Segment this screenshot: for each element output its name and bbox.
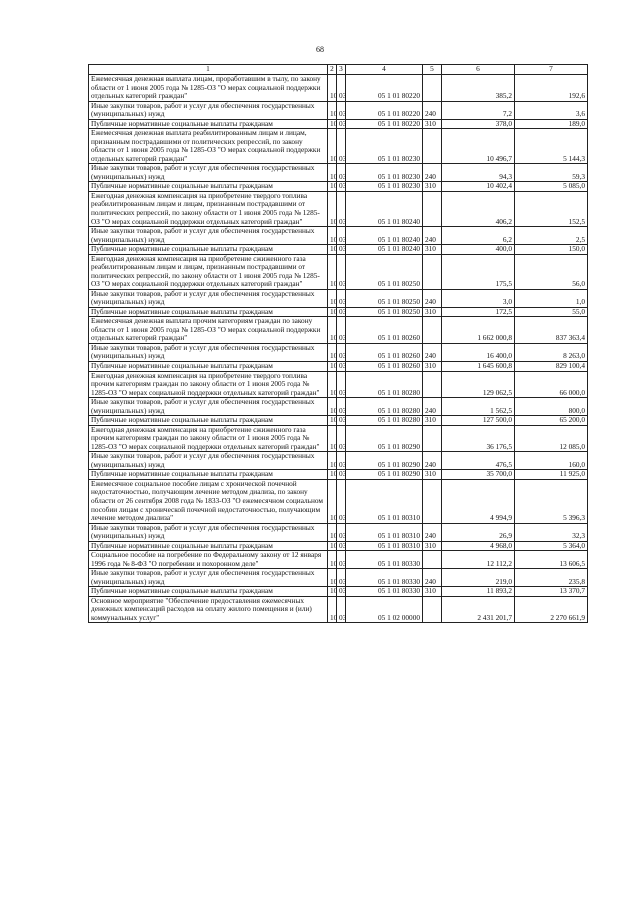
section-cell: 10 bbox=[328, 191, 337, 226]
amount-year1-cell: 4 994,9 bbox=[442, 479, 515, 523]
table-header-row bbox=[89, 65, 588, 75]
target-article-cell: 05 1 01 80260 bbox=[346, 317, 423, 344]
expense-type-cell bbox=[423, 129, 442, 164]
row-name-cell: Иные закупки товаров, работ и услуг для обеспечения государственных (муниципальных) нужд bbox=[89, 452, 328, 470]
target-article-cell: 05 1 01 80220 bbox=[346, 75, 423, 102]
subsection-cell: 03 bbox=[337, 317, 346, 344]
target-article-cell: 05 1 01 80240 bbox=[346, 227, 423, 245]
target-article-cell: 05 1 01 80260 bbox=[346, 362, 423, 372]
section-cell: 10 bbox=[328, 596, 337, 623]
amount-year2-cell: 2 270 661,9 bbox=[515, 596, 588, 623]
expense-type-cell: 310 bbox=[423, 245, 442, 255]
row-name-cell: Публичные нормативные социальные выплаты гражданам bbox=[89, 362, 328, 372]
expense-type-cell bbox=[423, 596, 442, 623]
target-article-cell: 05 1 01 80290 bbox=[346, 470, 423, 480]
row-name-cell: Основное мероприятие "Обеспечение предоставления ежемесячных денежных компенсаций расходов на оплату жилого помещения и (или) коммунальных услуг" bbox=[89, 596, 328, 623]
section-cell: 10 bbox=[328, 101, 337, 119]
amount-year2-cell: 3,6 bbox=[515, 101, 588, 119]
row-name-cell: Иные закупки товаров, работ и услуг для обеспечения государственных (муниципальных) нужд bbox=[89, 101, 328, 119]
expense-type-cell bbox=[423, 371, 442, 398]
expense-type-cell: 240 bbox=[423, 227, 442, 245]
subsection-cell: 03 bbox=[337, 541, 346, 551]
target-article-cell: 05 1 01 80310 bbox=[346, 523, 423, 541]
expense-type-cell: 240 bbox=[423, 164, 442, 182]
column-header: 1 bbox=[89, 65, 328, 75]
row-name-cell: Ежегодная денежная компенсация на приобретение твердого топлива реабилитированным лицам и лицам, признанным пострадавшими от политических репрессий, по закону области от 1 июня 2005 года № 1285-ОЗ "О мерах социальной поддержки отдельных категорий граждан" bbox=[89, 191, 328, 226]
row-name-cell: Иные закупки товаров, работ и услуг для обеспечения государственных (муниципальных) нужд bbox=[89, 227, 328, 245]
target-article-cell: 05 1 01 80220 bbox=[346, 101, 423, 119]
section-cell: 10 bbox=[328, 227, 337, 245]
section-cell: 10 bbox=[328, 425, 337, 452]
row-name-cell: Публичные нормативные социальные выплаты гражданам bbox=[89, 245, 328, 255]
section-cell: 10 bbox=[328, 523, 337, 541]
amount-year2-cell: 235,8 bbox=[515, 569, 588, 587]
expense-type-cell: 240 bbox=[423, 452, 442, 470]
section-cell: 10 bbox=[328, 343, 337, 361]
amount-year2-cell: 5 364,0 bbox=[515, 541, 588, 551]
amount-year1-cell: 219,0 bbox=[442, 569, 515, 587]
amount-year1-cell: 172,5 bbox=[442, 307, 515, 317]
target-article-cell: 05 1 01 80310 bbox=[346, 479, 423, 523]
row-name-cell: Иные закупки товаров, работ и услуг для обеспечения государственных (муниципальных) нужд bbox=[89, 289, 328, 307]
expense-type-cell: 310 bbox=[423, 182, 442, 192]
amount-year2-cell: 8 263,0 bbox=[515, 343, 588, 361]
table-row bbox=[89, 425, 588, 452]
row-name-cell: Иные закупки товаров, работ и услуг для обеспечения государственных (муниципальных) нужд bbox=[89, 398, 328, 416]
row-name-cell: Иные закупки товаров, работ и услуг для обеспечения государственных (муниципальных) нужд bbox=[89, 343, 328, 361]
table-row bbox=[89, 452, 588, 470]
expense-type-cell: 240 bbox=[423, 101, 442, 119]
table-row bbox=[89, 164, 588, 182]
section-cell: 10 bbox=[328, 452, 337, 470]
row-name-cell: Публичные нормативные социальные выплаты гражданам bbox=[89, 416, 328, 426]
amount-year1-cell: 400,0 bbox=[442, 245, 515, 255]
table-row bbox=[89, 596, 588, 623]
amount-year1-cell: 1 645 600,8 bbox=[442, 362, 515, 372]
expense-type-cell bbox=[423, 425, 442, 452]
target-article-cell: 05 1 01 80240 bbox=[346, 191, 423, 226]
subsection-cell: 03 bbox=[337, 164, 346, 182]
amount-year2-cell: 837 363,4 bbox=[515, 317, 588, 344]
row-name-cell: Иные закупки товаров, работ и услуг для обеспечения государственных (муниципальных) нужд bbox=[89, 569, 328, 587]
table-row bbox=[89, 129, 588, 164]
amount-year2-cell: 189,0 bbox=[515, 119, 588, 129]
subsection-cell: 03 bbox=[337, 362, 346, 372]
subsection-cell: 03 bbox=[337, 596, 346, 623]
table-row bbox=[89, 75, 588, 102]
subsection-cell: 03 bbox=[337, 452, 346, 470]
row-name-cell: Ежемесячная денежная выплата прочим категориям граждан по закону области от 1 июня 2005 года № 1285-ОЗ "О мерах социальной поддержки отдельных категорий граждан" bbox=[89, 317, 328, 344]
row-name-cell: Публичные нормативные социальные выплаты гражданам bbox=[89, 470, 328, 480]
amount-year2-cell: 55,0 bbox=[515, 307, 588, 317]
amount-year1-cell: 2 431 201,7 bbox=[442, 596, 515, 623]
amount-year1-cell: 12 112,2 bbox=[442, 551, 515, 569]
expense-type-cell: 310 bbox=[423, 587, 442, 597]
amount-year1-cell: 1 562,5 bbox=[442, 398, 515, 416]
amount-year1-cell: 10 496,7 bbox=[442, 129, 515, 164]
target-article-cell: 05 1 01 80280 bbox=[346, 398, 423, 416]
table-row bbox=[89, 182, 588, 192]
table-row bbox=[89, 227, 588, 245]
table-row bbox=[89, 479, 588, 523]
amount-year1-cell: 11 893,2 bbox=[442, 587, 515, 597]
amount-year1-cell: 7,2 bbox=[442, 101, 515, 119]
amount-year2-cell: 66 000,0 bbox=[515, 371, 588, 398]
table-row bbox=[89, 343, 588, 361]
section-cell: 10 bbox=[328, 182, 337, 192]
column-header: 5 bbox=[423, 65, 442, 75]
amount-year2-cell: 65 200,0 bbox=[515, 416, 588, 426]
expense-type-cell bbox=[423, 191, 442, 226]
amount-year2-cell: 160,0 bbox=[515, 452, 588, 470]
expense-type-cell: 310 bbox=[423, 416, 442, 426]
amount-year1-cell: 6,2 bbox=[442, 227, 515, 245]
section-cell: 10 bbox=[328, 569, 337, 587]
subsection-cell: 03 bbox=[337, 398, 346, 416]
subsection-cell: 03 bbox=[337, 191, 346, 226]
amount-year2-cell: 13 370,7 bbox=[515, 587, 588, 597]
row-name-cell: Публичные нормативные социальные выплаты гражданам bbox=[89, 119, 328, 129]
amount-year2-cell: 5 396,3 bbox=[515, 479, 588, 523]
target-article-cell: 05 1 01 80230 bbox=[346, 129, 423, 164]
section-cell: 10 bbox=[328, 587, 337, 597]
amount-year1-cell: 26,9 bbox=[442, 523, 515, 541]
row-name-cell: Иные закупки товаров, работ и услуг для обеспечения государственных (муниципальных) нужд bbox=[89, 164, 328, 182]
amount-year1-cell: 94,3 bbox=[442, 164, 515, 182]
amount-year1-cell: 175,5 bbox=[442, 254, 515, 289]
subsection-cell: 03 bbox=[337, 425, 346, 452]
row-name-cell: Публичные нормативные социальные выплаты гражданам bbox=[89, 541, 328, 551]
target-article-cell: 05 1 01 80280 bbox=[346, 416, 423, 426]
column-header: 7 bbox=[515, 65, 588, 75]
section-cell: 10 bbox=[328, 254, 337, 289]
expense-type-cell bbox=[423, 75, 442, 102]
amount-year1-cell: 3,0 bbox=[442, 289, 515, 307]
target-article-cell: 05 1 02 00000 bbox=[346, 596, 423, 623]
section-cell: 10 bbox=[328, 551, 337, 569]
column-header: 3 bbox=[337, 65, 346, 75]
amount-year1-cell: 1 662 000,8 bbox=[442, 317, 515, 344]
amount-year2-cell: 11 925,0 bbox=[515, 470, 588, 480]
table-row bbox=[89, 191, 588, 226]
table-row bbox=[89, 362, 588, 372]
target-article-cell: 05 1 01 80290 bbox=[346, 425, 423, 452]
target-article-cell: 05 1 01 80220 bbox=[346, 119, 423, 129]
expense-type-cell: 310 bbox=[423, 307, 442, 317]
expense-type-cell: 310 bbox=[423, 470, 442, 480]
target-article-cell: 05 1 01 80310 bbox=[346, 541, 423, 551]
target-article-cell: 05 1 01 80240 bbox=[346, 245, 423, 255]
table-row bbox=[89, 587, 588, 597]
amount-year1-cell: 378,0 bbox=[442, 119, 515, 129]
target-article-cell: 05 1 01 80250 bbox=[346, 254, 423, 289]
amount-year1-cell: 10 402,4 bbox=[442, 182, 515, 192]
expense-type-cell bbox=[423, 479, 442, 523]
target-article-cell: 05 1 01 80250 bbox=[346, 307, 423, 317]
section-cell: 10 bbox=[328, 470, 337, 480]
amount-year2-cell: 5 085,0 bbox=[515, 182, 588, 192]
amount-year1-cell: 35 700,0 bbox=[442, 470, 515, 480]
amount-year2-cell: 150,0 bbox=[515, 245, 588, 255]
section-cell: 10 bbox=[328, 129, 337, 164]
expense-type-cell: 310 bbox=[423, 119, 442, 129]
section-cell: 10 bbox=[328, 371, 337, 398]
page-number: 68 bbox=[316, 45, 324, 54]
row-name-cell: Ежегодная денежная компенсация на приобретение сжиженного газа реабилитированным лицам и лицам, признанным пострадавшими от политических репрессий, по закону области от 1 июня 2005 года № 1285-ОЗ "О мерах социальной поддержки отдельных категорий граждан" bbox=[89, 254, 328, 289]
amount-year1-cell: 129 062,5 bbox=[442, 371, 515, 398]
subsection-cell: 03 bbox=[337, 551, 346, 569]
subsection-cell: 03 bbox=[337, 569, 346, 587]
amount-year1-cell: 406,2 bbox=[442, 191, 515, 226]
subsection-cell: 03 bbox=[337, 119, 346, 129]
target-article-cell: 05 1 01 80330 bbox=[346, 587, 423, 597]
subsection-cell: 03 bbox=[337, 182, 346, 192]
row-name-cell: Ежегодная денежная компенсация на приобретение твердого топлива прочим категориям граждан по закону области от 1 июня 2005 года № 1285-ОЗ "О мерах социальной поддержки отдельных категорий граждан" bbox=[89, 371, 328, 398]
subsection-cell: 03 bbox=[337, 245, 346, 255]
column-header: 4 bbox=[346, 65, 423, 75]
column-header: 2 bbox=[328, 65, 337, 75]
target-article-cell: 05 1 01 80230 bbox=[346, 182, 423, 192]
subsection-cell: 03 bbox=[337, 75, 346, 102]
target-article-cell: 05 1 01 80230 bbox=[346, 164, 423, 182]
amount-year2-cell: 152,5 bbox=[515, 191, 588, 226]
subsection-cell: 03 bbox=[337, 254, 346, 289]
subsection-cell: 03 bbox=[337, 289, 346, 307]
amount-year2-cell: 56,0 bbox=[515, 254, 588, 289]
section-cell: 10 bbox=[328, 164, 337, 182]
table-row bbox=[89, 523, 588, 541]
section-cell: 10 bbox=[328, 362, 337, 372]
section-cell: 10 bbox=[328, 416, 337, 426]
budget-table bbox=[88, 64, 588, 623]
table-row bbox=[89, 416, 588, 426]
amount-year1-cell: 16 400,0 bbox=[442, 343, 515, 361]
row-name-cell: Ежемесячная денежная выплата реабилитированным лицам и лицам, признанным пострадавшими от политических репрессий, по закону области от 1 июня 2005 года № 1285-ОЗ "О мерах социальной поддержки отдельных категорий граждан" bbox=[89, 129, 328, 164]
row-name-cell: Ежемесячная денежная выплата лицам, проработавшим в тылу, по закону области от 1 июня 2005 года № 1285-ОЗ "О мерах социальной поддержки отдельных категорий граждан" bbox=[89, 75, 328, 102]
expense-type-cell bbox=[423, 254, 442, 289]
subsection-cell: 03 bbox=[337, 129, 346, 164]
table-row bbox=[89, 551, 588, 569]
expense-type-cell bbox=[423, 551, 442, 569]
section-cell: 10 bbox=[328, 289, 337, 307]
table-row bbox=[89, 254, 588, 289]
subsection-cell: 03 bbox=[337, 523, 346, 541]
subsection-cell: 03 bbox=[337, 227, 346, 245]
section-cell: 10 bbox=[328, 479, 337, 523]
amount-year1-cell: 36 176,5 bbox=[442, 425, 515, 452]
amount-year2-cell: 59,3 bbox=[515, 164, 588, 182]
table-body bbox=[89, 75, 588, 623]
target-article-cell: 05 1 01 80280 bbox=[346, 371, 423, 398]
target-article-cell: 05 1 01 80250 bbox=[346, 289, 423, 307]
amount-year2-cell: 13 606,5 bbox=[515, 551, 588, 569]
subsection-cell: 03 bbox=[337, 371, 346, 398]
amount-year1-cell: 476,5 bbox=[442, 452, 515, 470]
section-cell: 10 bbox=[328, 119, 337, 129]
subsection-cell: 03 bbox=[337, 307, 346, 317]
expense-type-cell: 240 bbox=[423, 569, 442, 587]
subsection-cell: 03 bbox=[337, 479, 346, 523]
amount-year2-cell: 5 144,3 bbox=[515, 129, 588, 164]
target-article-cell: 05 1 01 80330 bbox=[346, 569, 423, 587]
table-row bbox=[89, 371, 588, 398]
table-row bbox=[89, 317, 588, 344]
target-article-cell: 05 1 01 80260 bbox=[346, 343, 423, 361]
amount-year2-cell: 2,5 bbox=[515, 227, 588, 245]
row-name-cell: Иные закупки товаров, работ и услуг для обеспечения государственных (муниципальных) нужд bbox=[89, 523, 328, 541]
section-cell: 10 bbox=[328, 317, 337, 344]
section-cell: 10 bbox=[328, 307, 337, 317]
table-row bbox=[89, 398, 588, 416]
amount-year1-cell: 127 500,0 bbox=[442, 416, 515, 426]
expense-type-cell: 310 bbox=[423, 362, 442, 372]
row-name-cell: Ежегодная денежная компенсация на приобретение сжиженного газа прочим категориям граждан по закону области от 1 июня 2005 года № 1285-ОЗ "О мерах социальной поддержки отдельных категорий граждан" bbox=[89, 425, 328, 452]
amount-year1-cell: 4 968,0 bbox=[442, 541, 515, 551]
expense-type-cell: 310 bbox=[423, 541, 442, 551]
expense-type-cell: 240 bbox=[423, 523, 442, 541]
row-name-cell: Социальное пособие на погребение по Федеральному закону от 12 января 1996 года № 8-ФЗ "О погребении и похоронном деле" bbox=[89, 551, 328, 569]
table-row bbox=[89, 245, 588, 255]
section-cell: 10 bbox=[328, 245, 337, 255]
table-row bbox=[89, 101, 588, 119]
table-row bbox=[89, 470, 588, 480]
amount-year2-cell: 12 085,0 bbox=[515, 425, 588, 452]
amount-year2-cell: 829 100,4 bbox=[515, 362, 588, 372]
section-cell: 10 bbox=[328, 75, 337, 102]
section-cell: 10 bbox=[328, 541, 337, 551]
row-name-cell: Публичные нормативные социальные выплаты гражданам bbox=[89, 307, 328, 317]
target-article-cell: 05 1 01 80330 bbox=[346, 551, 423, 569]
expense-type-cell bbox=[423, 317, 442, 344]
subsection-cell: 03 bbox=[337, 470, 346, 480]
amount-year2-cell: 32,3 bbox=[515, 523, 588, 541]
subsection-cell: 03 bbox=[337, 416, 346, 426]
amount-year1-cell: 385,2 bbox=[442, 75, 515, 102]
amount-year2-cell: 192,6 bbox=[515, 75, 588, 102]
table-row bbox=[89, 569, 588, 587]
amount-year2-cell: 1,0 bbox=[515, 289, 588, 307]
subsection-cell: 03 bbox=[337, 101, 346, 119]
row-name-cell: Публичные нормативные социальные выплаты гражданам bbox=[89, 587, 328, 597]
subsection-cell: 03 bbox=[337, 343, 346, 361]
section-cell: 10 bbox=[328, 398, 337, 416]
target-article-cell: 05 1 01 80290 bbox=[346, 452, 423, 470]
expense-type-cell: 240 bbox=[423, 398, 442, 416]
row-name-cell: Публичные нормативные социальные выплаты гражданам bbox=[89, 182, 328, 192]
expense-type-cell: 240 bbox=[423, 343, 442, 361]
row-name-cell: Ежемесячное социальное пособие лицам с хронической почечной недостаточностью, получающим лечение методом диализа, по закону области от 26 сентября 2008 года № 1833-ОЗ "О ежемесячном социальном пособии лицам с хронической почечной недостаточностью, получающим лечение методом диализа" bbox=[89, 479, 328, 523]
expense-type-cell: 240 bbox=[423, 289, 442, 307]
table-row bbox=[89, 289, 588, 307]
subsection-cell: 03 bbox=[337, 587, 346, 597]
amount-year2-cell: 800,0 bbox=[515, 398, 588, 416]
column-header: 6 bbox=[442, 65, 515, 75]
